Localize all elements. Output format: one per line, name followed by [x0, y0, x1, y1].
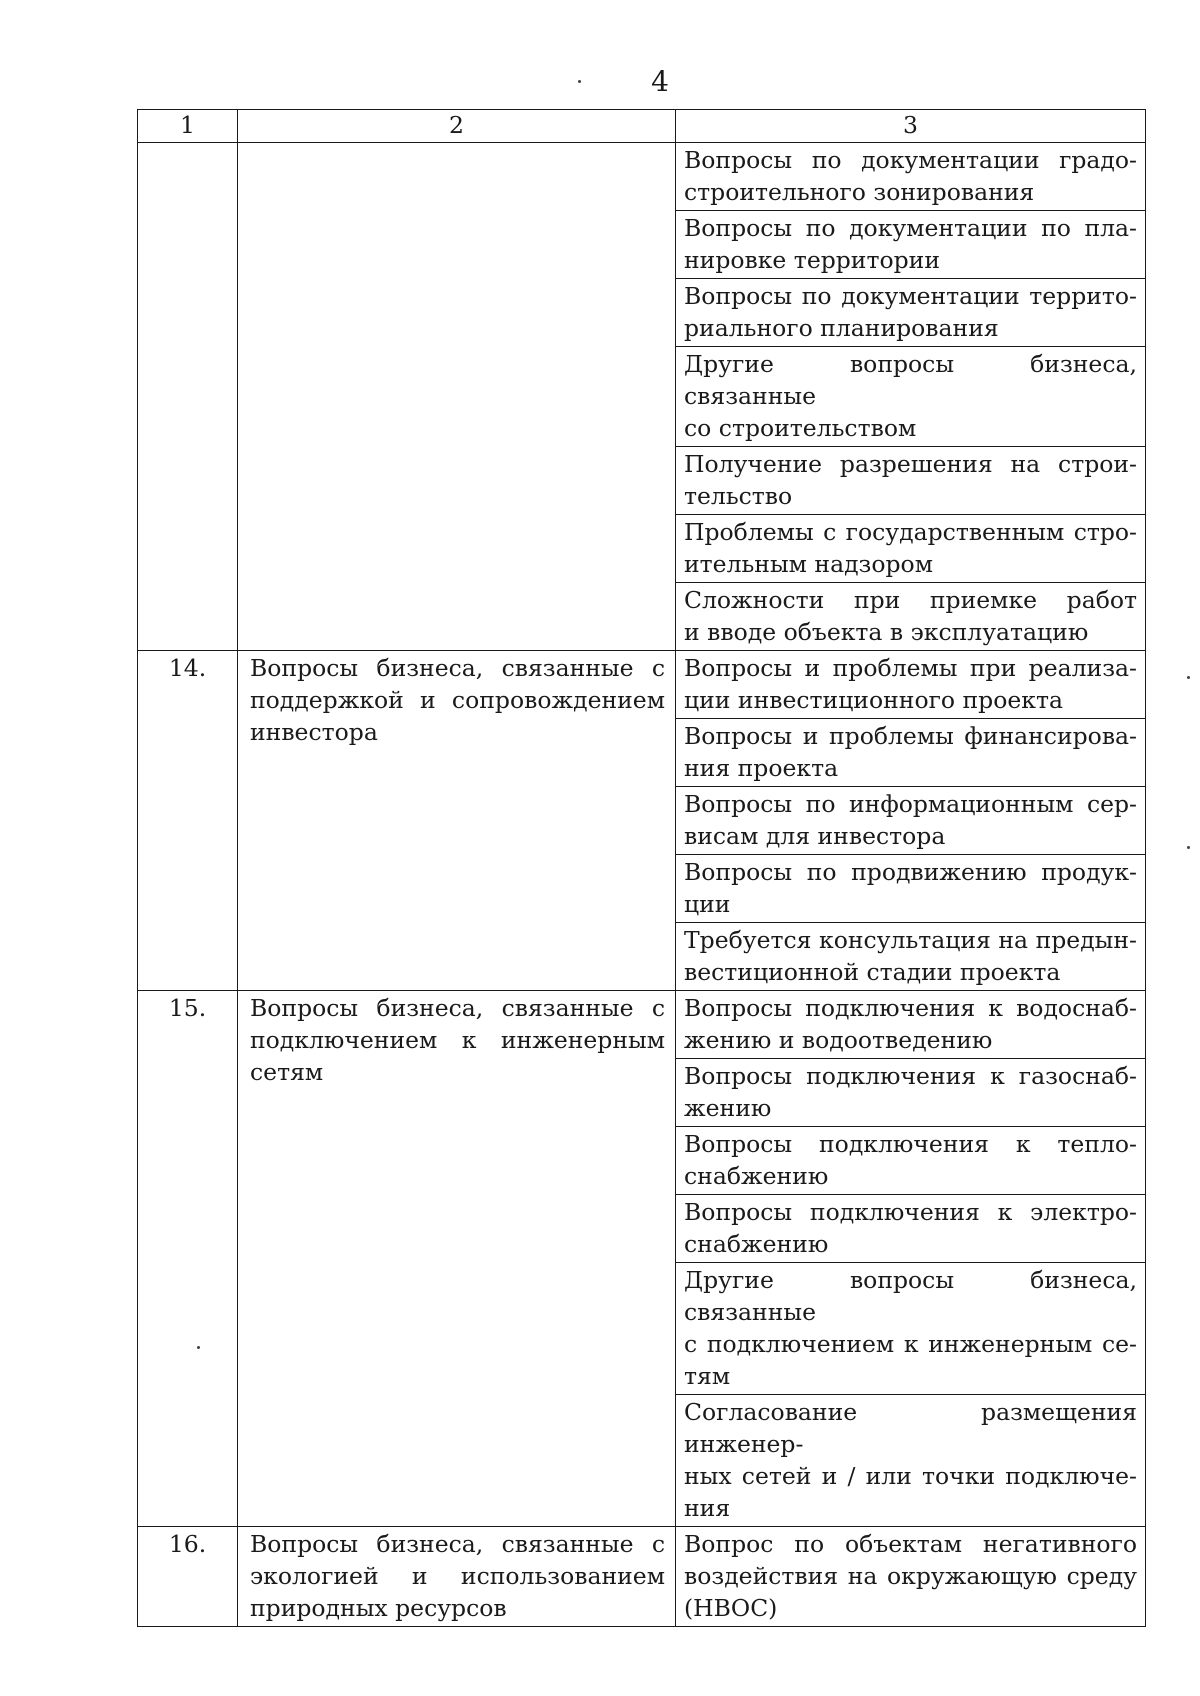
table-row: [138, 991, 1146, 1059]
subtopic-line: со строительством: [684, 414, 917, 442]
subtopic-line: Согласование размещения инженер-: [684, 1398, 1137, 1458]
subtopic-line: Вопросы и проблемы при реализа-: [684, 654, 1137, 682]
issue-subtopic: [676, 1527, 1146, 1627]
subtopic-line: снабжению: [684, 1230, 829, 1258]
issue-category: Вопросы бизнеса, связанные с поддержкой и сопровождением инвестора: [238, 651, 676, 991]
subtopic-line: Вопросы подключения к водоснаб-: [684, 994, 1137, 1022]
subtopic-line: нировке территории: [684, 246, 940, 274]
table-header-row: [138, 110, 1146, 143]
subtopic-line: Вопросы подключения к газоснаб-: [684, 1062, 1137, 1090]
table-row: [138, 143, 1146, 211]
issue-subtopic: [676, 923, 1146, 991]
subtopic-line: Вопросы по документации террито-: [684, 282, 1137, 310]
issue-subtopic: [676, 1059, 1146, 1127]
subtopic-line: ции инвестиционного проекта: [684, 686, 1063, 714]
subtopic-line: строительного зонирования: [684, 178, 1035, 206]
issue-subtopic: [676, 651, 1146, 719]
row-number: [138, 143, 238, 651]
issue-subtopic: [676, 447, 1146, 515]
issue-subtopic: [676, 515, 1146, 583]
scan-speck: [578, 80, 581, 83]
subtopic-line: с подключением к инженерным се-: [684, 1330, 1137, 1358]
issue-category: Вопросы бизнеса, связанные с экологией и использованием природных ресурсов: [238, 1527, 676, 1627]
scan-speck: [197, 1346, 200, 1349]
row-number: 14.: [138, 651, 238, 991]
subtopic-line: ния проекта: [684, 754, 839, 782]
issue-subtopic: [676, 347, 1146, 447]
table-row: [138, 1527, 1146, 1627]
subtopic-line: (НВОС): [684, 1594, 778, 1622]
subtopic-line: Вопрос по объектам негативного: [684, 1530, 1137, 1558]
subtopic-line: тям: [684, 1362, 731, 1390]
header-col-1: 1: [138, 110, 238, 143]
issue-subtopic: [676, 143, 1146, 211]
issue-subtopic: [676, 1195, 1146, 1263]
subtopic-line: ных сетей и / или точки подключе-: [684, 1462, 1137, 1490]
scan-speck: [1187, 846, 1190, 849]
subtopic-line: Вопросы по информационным сер-: [684, 790, 1137, 818]
page-number: 4: [651, 65, 669, 98]
subtopic-line: и вводе объекта в эксплуатацию: [684, 618, 1089, 646]
subtopic-line: снабжению: [684, 1162, 829, 1190]
subtopic-line: Вопросы подключения к тепло-: [684, 1130, 1137, 1158]
subtopic-line: жению: [684, 1094, 772, 1122]
issue-subtopic: [676, 1395, 1146, 1527]
issue-subtopic: [676, 1127, 1146, 1195]
issue-subtopic: [676, 855, 1146, 923]
subtopic-line: Другие вопросы бизнеса, связанные: [684, 350, 1137, 410]
issue-subtopic: [676, 719, 1146, 787]
subtopic-line: Вопросы по документации градо-: [684, 146, 1137, 174]
row-number: 15.: [138, 991, 238, 1527]
subtopic-line: ции: [684, 890, 731, 918]
subtopic-line: Вопросы по документации по пла-: [684, 214, 1137, 242]
subtopic-line: Проблемы с государственным стро-: [684, 518, 1137, 546]
issue-subtopic: [676, 583, 1146, 651]
header-col-2: 2: [238, 110, 676, 143]
scan-speck: [1187, 676, 1190, 679]
issues-table: [137, 109, 1146, 1627]
row-number: 16.: [138, 1527, 238, 1627]
subtopic-line: ния: [684, 1494, 731, 1522]
issue-subtopic: [676, 787, 1146, 855]
subtopic-line: висам для инвестора: [684, 822, 946, 850]
issue-subtopic: [676, 211, 1146, 279]
issue-subtopic: [676, 279, 1146, 347]
subtopic-line: тельство: [684, 482, 793, 510]
subtopic-line: вестиционной стадии проекта: [684, 958, 1061, 986]
subtopic-line: Сложности при приемке работ: [684, 586, 1137, 614]
header-col-3: 3: [676, 110, 1146, 143]
subtopic-line: Вопросы и проблемы финансирова-: [684, 722, 1137, 750]
subtopic-line: Требуется консультация на предын-: [684, 926, 1137, 954]
issue-category: Вопросы бизнеса, связанные с подключением к инженерным сетям: [238, 991, 676, 1527]
subtopic-line: жению и водоотведению: [684, 1026, 993, 1054]
subtopic-line: ительным надзором: [684, 550, 933, 578]
subtopic-line: воздействия на окружающую среду: [684, 1562, 1137, 1590]
subtopic-line: Вопросы по продвижению продук-: [684, 858, 1137, 886]
issue-category: [238, 143, 676, 651]
subtopic-line: риального планирования: [684, 314, 999, 342]
subtopic-line: Другие вопросы бизнеса, связанные: [684, 1266, 1137, 1326]
subtopic-line: Вопросы подключения к электро-: [684, 1198, 1137, 1226]
subtopic-line: Получение разрешения на строи-: [684, 450, 1137, 478]
table-row: [138, 651, 1146, 719]
table-body: [138, 143, 1146, 1627]
issue-subtopic: [676, 991, 1146, 1059]
issue-subtopic: [676, 1263, 1146, 1395]
